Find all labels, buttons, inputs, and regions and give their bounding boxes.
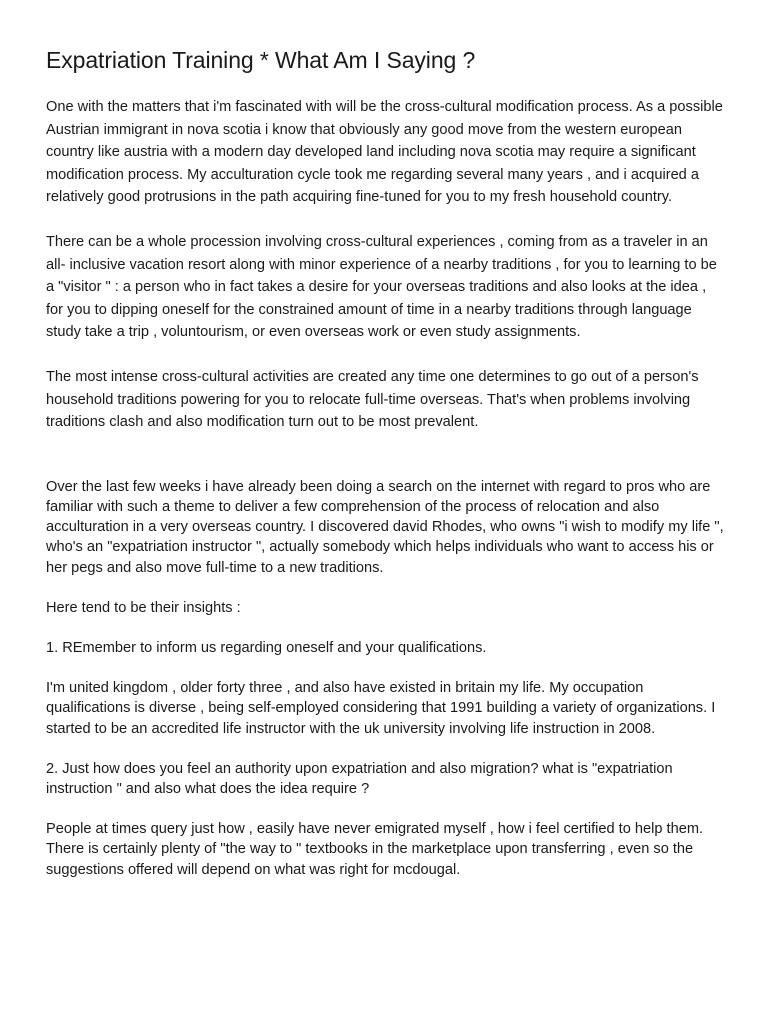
paragraph-1: One with the matters that i'm fascinated with will be the cross-cultural modification process. As a possible Austrian immigrant in nova scotia i know that obviously any good move from the western european country like austria with a modern day developed land including nova scotia may require a significant modification process. My acculturation cycle took me regarding several many years , and i acquired a relatively good protrusions in the path acquiring fine-tuned for you to my fresh household country. bbox=[46, 99, 723, 206]
paragraph-8: 2. Just how does you feel an authority upon expatriation and also migration? what is "expatriation instruction " and also what does the idea require ? bbox=[46, 760, 673, 797]
paragraph-2: There can be a whole procession involving cross-cultural experiences , coming from as a traveler in an all- inclusive vacation resort along with minor experience of a nearby traditions , for you to learning to be a "visitor " : a person who in fact takes a desire for your overseas traditions and also looks at the idea , for you to dipping oneself for the constrained amount of time in a nearby traditions through language study take a trip , voluntourism, or even overseas work or even study assignments. bbox=[46, 233, 717, 341]
document-title: Expatriation Training * What Am I Saying ? bbox=[46, 47, 476, 73]
paragraph-3: The most intense cross-cultural activities are created any time one determines to go out of a person's household traditions powering for you to relocate full-time overseas. That's when problems involving traditions clash and also modification turn out to be most prevalent. bbox=[46, 368, 699, 431]
paragraph-9: People at times query just how , easily have never emigrated myself , how i feel certified to help them. There is certainly plenty of "the way to " textbooks in the marketplace upon transferring , even so the suggestions offered will depend on what was right for mcdougal. bbox=[46, 821, 704, 878]
paragraph-4: Over the last few weeks i have already been doing a search on the internet with regard to pros who are familiar with such a theme to deliver a few comprehension of the process of relocation and also acculturation in a very overseas country. I discovered david Rhodes, who owns "i wish to modify my life ", who's an "expatriation instructor ", actually somebody which helps individuals who want to access his or her pegs and also move full-time to a new traditions. bbox=[46, 478, 724, 576]
paragraph-5: Here tend to be their insights : bbox=[46, 599, 241, 616]
paragraph-6: 1. REmember to inform us regarding oneself and your qualifications. bbox=[46, 639, 487, 656]
paragraph-7: I'm united kingdom , older forty three , and also have existed in britain my life. My occupation qualifications is diverse , being self-employed considering that 1991 building a variety of organizations. I started to be an accredited life instructor with the uk university involving life instruction in 2008. bbox=[46, 680, 716, 737]
document-page bbox=[46, 44, 726, 880]
